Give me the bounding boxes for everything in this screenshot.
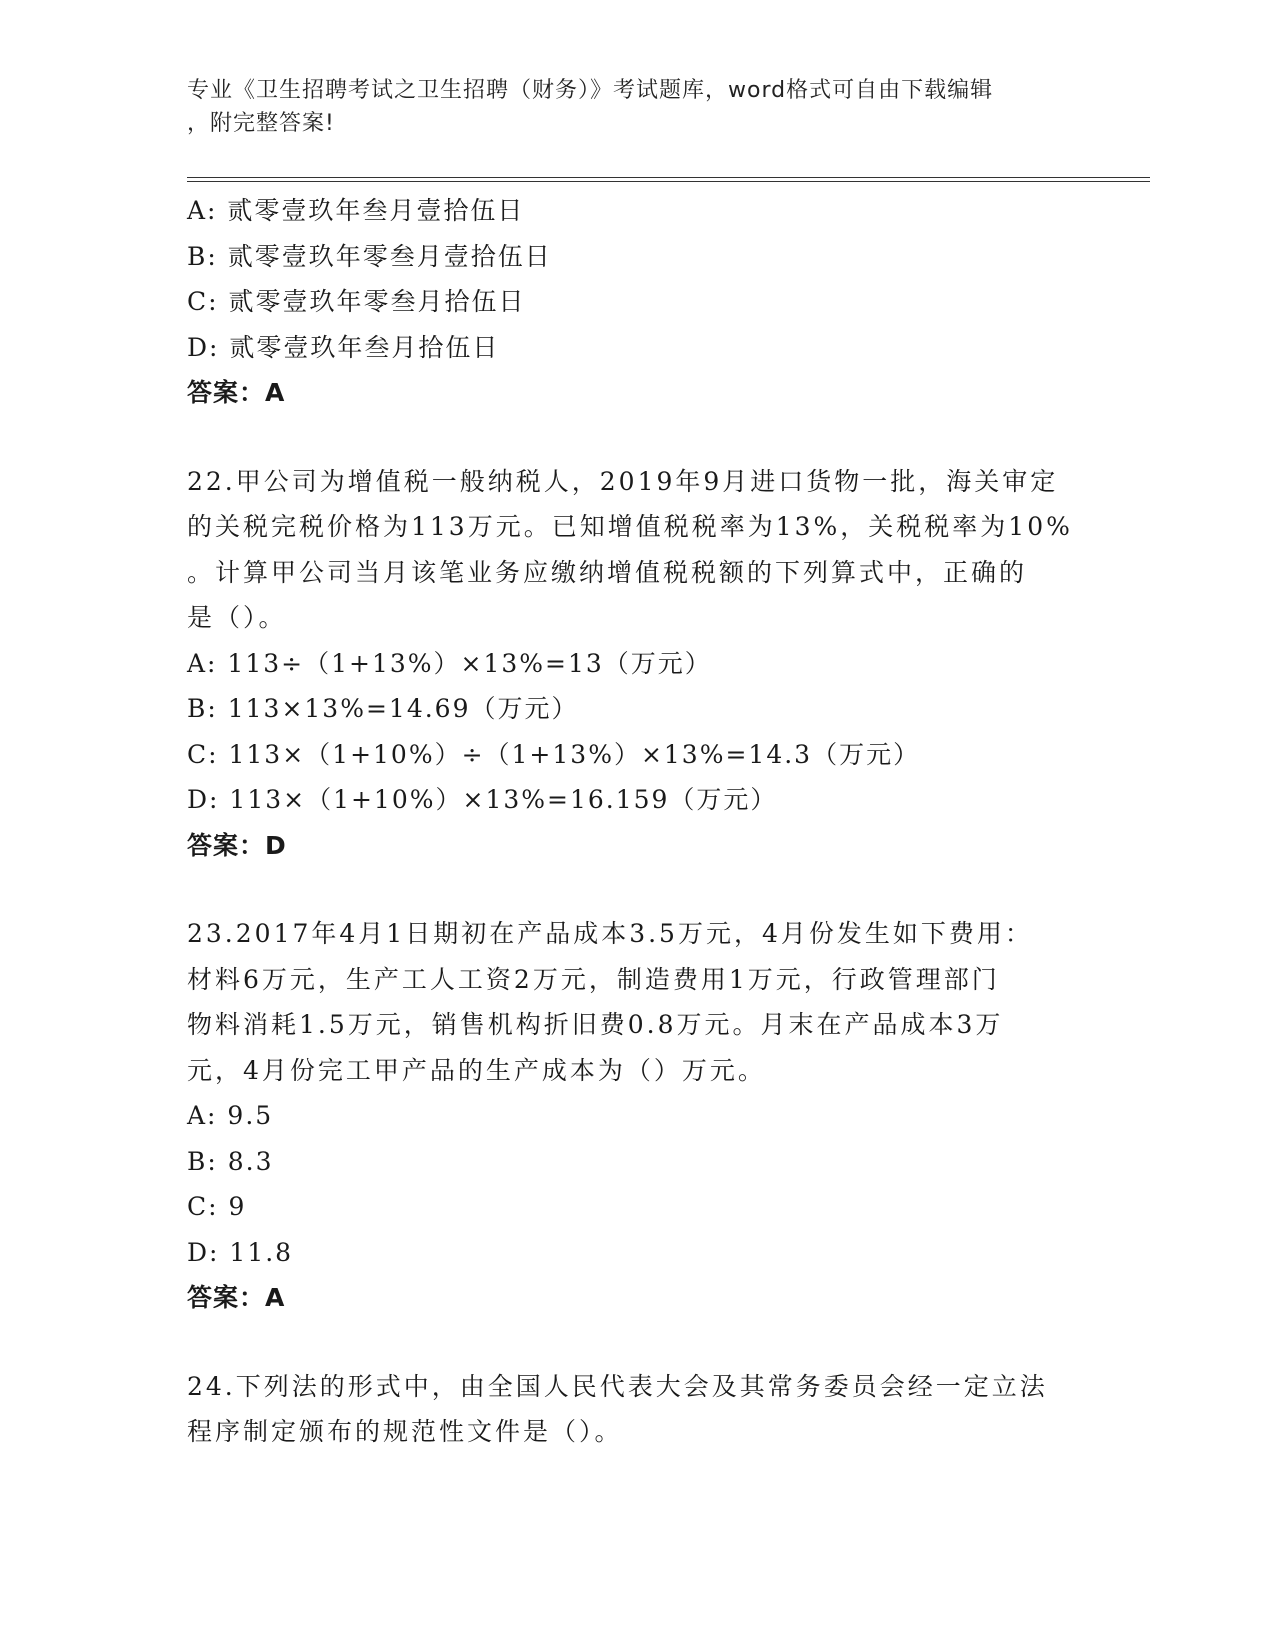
option-c: C: 113×（1+10%）÷（1+13%）×13%=14.3（万元） xyxy=(187,739,921,769)
document-header xyxy=(187,74,1087,140)
header-line-2: ，附完整答案! xyxy=(187,111,335,136)
question-21-options xyxy=(187,188,1087,370)
stem-line: 程序制定颁布的规范性文件是（）。 xyxy=(187,1417,623,1446)
header-line-1: 专业《卫生招聘考试之卫生招聘（财务）》考试题库，word格式可自由下载编辑 xyxy=(187,78,994,103)
question-24-stem xyxy=(187,1364,1087,1455)
option-c: C: 贰零壹玖年零叁月拾伍日 xyxy=(187,287,526,316)
stem-line: 元，4月份完工甲产品的生产成本为（）万元。 xyxy=(187,1055,766,1085)
question-22-options xyxy=(187,641,1087,823)
option-a: A: 113÷（1+13%）×13%=13（万元） xyxy=(187,648,712,678)
option-c: C: 9 xyxy=(187,1192,247,1221)
question-23-options xyxy=(187,1093,1087,1275)
answer-label: 答案： xyxy=(187,378,266,407)
question-content xyxy=(187,188,1087,1455)
option-d: D: 11.8 xyxy=(187,1237,294,1267)
question-22-answer xyxy=(187,823,1087,869)
answer-value: A xyxy=(265,1283,286,1312)
option-b: B: 8.3 xyxy=(187,1146,274,1176)
option-b: B: 113×13%=14.69（万元） xyxy=(187,694,579,723)
option-a: A: 贰零壹玖年叁月壹拾伍日 xyxy=(187,196,525,225)
stem-line: 物料消耗1.5万元，销售机构折旧费0.8万元。月末在产品成本3万 xyxy=(187,1010,1004,1039)
stem-line: 22.甲公司为增值税一般纳税人，2019年9月进口货物一批，海关审定 xyxy=(187,466,1059,496)
answer-value: D xyxy=(265,830,287,860)
stem-line: 23.2017年4月1日期初在产品成本3.5万元，4月份发生如下费用： xyxy=(187,919,1033,948)
answer-value: A xyxy=(265,378,286,407)
answer-label: 答案： xyxy=(187,1283,266,1312)
answer-label: 答案： xyxy=(187,830,266,860)
stem-line: 的关税完税价格为113万元。已知增值税税率为13%，关税税率为10% xyxy=(187,512,1073,541)
question-23-answer xyxy=(187,1275,1087,1321)
question-22-stem xyxy=(187,459,1087,641)
question-23-stem xyxy=(187,911,1087,1093)
option-a: A: 9.5 xyxy=(187,1101,274,1130)
option-d: D: 113×（1+10%）×13%=16.159（万元） xyxy=(187,785,778,814)
option-d: D: 贰零壹玖年叁月拾伍日 xyxy=(187,332,500,362)
question-21-answer xyxy=(187,370,1087,416)
stem-line: 24.下列法的形式中，由全国人民代表大会及其常务委员会经一定立法 xyxy=(187,1371,1048,1401)
option-b: B: 贰零壹玖年零叁月壹拾伍日 xyxy=(187,241,552,271)
stem-line: 材料6万元，生产工人工资2万元，制造费用1万元，行政管理部门 xyxy=(187,964,1000,994)
header-divider xyxy=(187,177,1150,182)
stem-line: 是（）。 xyxy=(187,603,287,632)
stem-line: 。计算甲公司当月该笔业务应缴纳增值税税额的下列算式中，正确的 xyxy=(187,557,1028,587)
